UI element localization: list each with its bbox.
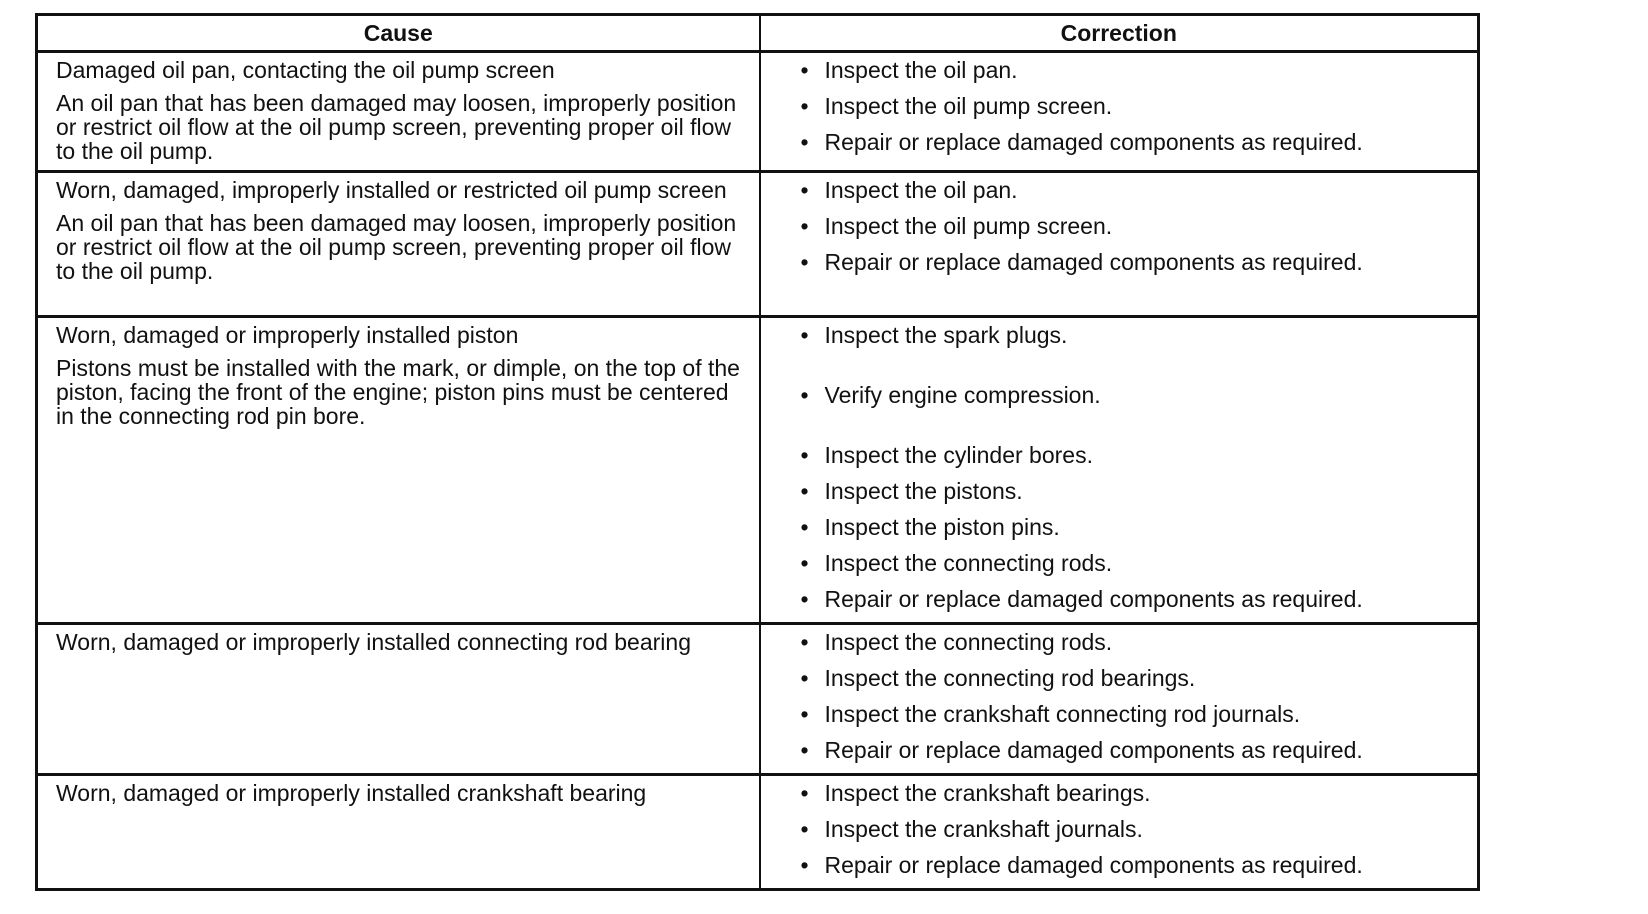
- correction-item: • Inspect the crankshaft journals.: [801, 816, 1468, 842]
- correction-item: • Inspect the oil pan.: [801, 177, 1468, 203]
- cause-title: Worn, damaged or improperly installed crankshaft bearing: [56, 780, 647, 806]
- cause-description: An oil pan that has been damaged may loosen, improperly position or restrict oil flow at the oil pump screen, preventing proper oil flow to the oil pump.: [56, 90, 737, 164]
- cause-description: Pistons must be installed with the mark, or dimple, on the top of the piston, facing the front of the engine; piston pins must be centered in the connecting rod pin bore.: [56, 355, 740, 429]
- correction-item: • Inspect the oil pump screen.: [801, 213, 1468, 239]
- correction-cell: [760, 52, 1479, 172]
- cause-cell: [37, 172, 760, 317]
- correction-item: • Inspect the connecting rod bearings.: [801, 665, 1468, 691]
- correction-item: • Inspect the spark plugs.: [801, 322, 1468, 348]
- correction-item: • Inspect the cylinder bores.: [801, 442, 1468, 468]
- cause-cell: [37, 775, 760, 890]
- correction-item: • Inspect the connecting rods.: [801, 550, 1468, 576]
- correction-item: • Inspect the pistons.: [801, 478, 1468, 504]
- table-row: [37, 317, 1479, 624]
- correction-item: • Verify engine compression.: [801, 382, 1468, 408]
- correction-cell: [760, 624, 1479, 775]
- cause-title: Worn, damaged or improperly installed piston: [56, 322, 519, 348]
- table-row: [37, 172, 1479, 317]
- header-row: [37, 15, 1479, 52]
- correction-list: [801, 629, 1468, 763]
- cause-cell: [37, 52, 760, 172]
- correction-item: • Repair or replace damaged components as required.: [801, 737, 1468, 763]
- correction-list: [801, 780, 1468, 878]
- table-row: [37, 624, 1479, 775]
- correction-item: • Inspect the crankshaft bearings.: [801, 780, 1468, 806]
- correction-item: • Repair or replace damaged components as required.: [801, 249, 1468, 275]
- correction-item: • Repair or replace damaged components as required.: [801, 586, 1468, 612]
- cause-title: Worn, damaged or improperly installed connecting rod bearing: [56, 629, 691, 655]
- correction-cell: [760, 172, 1479, 317]
- header-correction: Correction: [760, 15, 1479, 52]
- cause-cell: [37, 624, 760, 775]
- correction-item: • Inspect the crankshaft connecting rod journals.: [801, 701, 1468, 727]
- correction-list: [801, 322, 1468, 612]
- table-row: [37, 52, 1479, 172]
- correction-list: [801, 57, 1468, 155]
- correction-item: • Repair or replace damaged components as required.: [801, 129, 1468, 155]
- table-row: [37, 775, 1479, 890]
- correction-item: • Inspect the oil pan.: [801, 57, 1468, 83]
- correction-item: • Repair or replace damaged components as required.: [801, 852, 1468, 878]
- diagnostic-table: [35, 13, 1480, 891]
- correction-cell: [760, 317, 1479, 624]
- correction-item: • Inspect the connecting rods.: [801, 629, 1468, 655]
- correction-list: [801, 177, 1468, 275]
- cause-cell: [37, 317, 760, 624]
- correction-item: • Inspect the oil pump screen.: [801, 93, 1468, 119]
- cause-title: Worn, damaged, improperly installed or restricted oil pump screen: [56, 177, 727, 203]
- header-cause: Cause: [37, 15, 760, 52]
- cause-title: Damaged oil pan, contacting the oil pump screen: [56, 57, 555, 83]
- cause-description: An oil pan that has been damaged may loosen, improperly position or restrict oil flow at the oil pump screen, preventing proper oil flow to the oil pump.: [56, 210, 737, 284]
- correction-cell: [760, 775, 1479, 890]
- correction-item: • Inspect the piston pins.: [801, 514, 1468, 540]
